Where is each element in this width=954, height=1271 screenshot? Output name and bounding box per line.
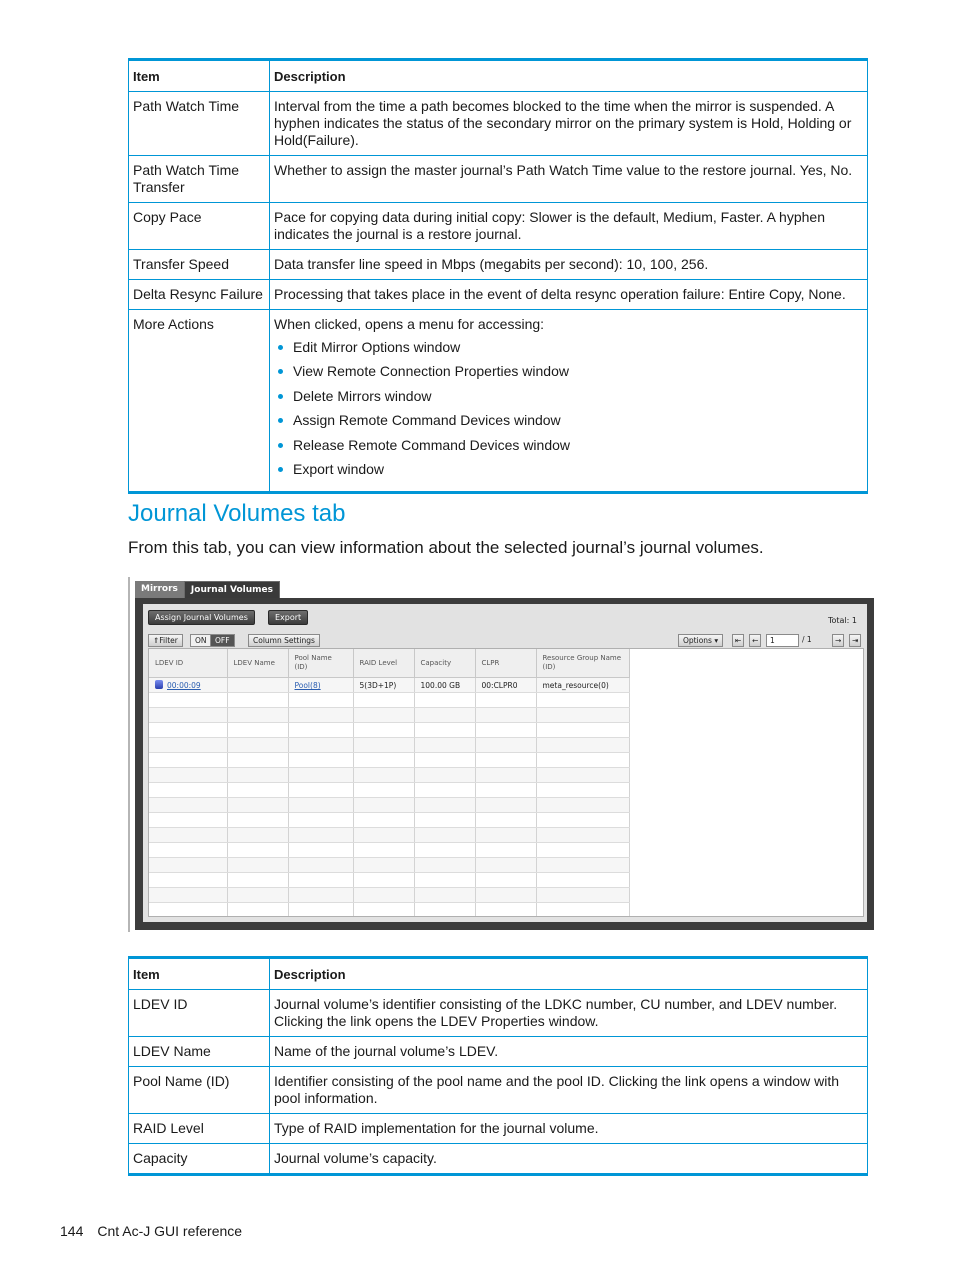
empty-row <box>149 888 629 903</box>
table-row <box>129 250 868 280</box>
footer-title: Cnt Ac-J GUI reference <box>97 1223 243 1239</box>
item-cell: Capacity <box>129 1144 270 1175</box>
empty-row <box>149 858 629 873</box>
tab-bar <box>135 581 280 598</box>
list-item: Delete Mirrors window <box>274 388 863 412</box>
col-ldev-id[interactable]: LDEV ID <box>149 649 227 678</box>
table-row <box>129 92 868 156</box>
first-page-icon[interactable]: ⇤ <box>732 634 744 647</box>
list-item: Release Remote Command Devices window <box>274 437 863 461</box>
total-count: Total: 1 <box>827 616 857 625</box>
table-row <box>129 990 868 1037</box>
column-header-item: Item <box>129 60 270 92</box>
page-number: 144 <box>60 1223 84 1239</box>
clpr-cell: 00:CLPR0 <box>475 678 536 693</box>
last-page-icon[interactable]: ⇥ <box>849 634 861 647</box>
empty-row <box>149 813 629 828</box>
item-cell: Transfer Speed <box>129 250 270 280</box>
grid-header-row <box>149 649 629 678</box>
empty-row <box>149 768 629 783</box>
pool-link[interactable]: Pool(8) <box>294 680 321 690</box>
journal-volumes-panel <box>143 604 867 922</box>
journal-volumes-grid <box>148 648 864 917</box>
col-capacity[interactable]: Capacity <box>414 649 475 678</box>
ldev-id-cell <box>149 678 227 693</box>
description-cell <box>270 310 868 493</box>
empty-row <box>149 693 629 708</box>
table-row <box>129 280 868 310</box>
empty-row <box>149 783 629 798</box>
capacity-cell: 100.00 GB <box>414 678 475 693</box>
page-footer <box>60 1223 242 1239</box>
item-cell: Delta Resync Failure <box>129 280 270 310</box>
table-row <box>129 156 868 203</box>
table-header-row <box>129 60 868 92</box>
empty-row <box>149 708 629 723</box>
description-cell: Type of RAID implementation for the journal volume. <box>270 1114 868 1144</box>
options-dropdown[interactable]: Options ▾ <box>678 634 723 647</box>
mirror-items-table <box>128 58 868 494</box>
page-total: / 1 <box>802 635 812 644</box>
table-row <box>129 1114 868 1144</box>
col-raid-level[interactable]: RAID Level <box>353 649 414 678</box>
description-cell: Name of the journal volume’s LDEV. <box>270 1037 868 1067</box>
journal-volume-items-table <box>128 956 868 1176</box>
empty-row <box>149 903 629 918</box>
table-row <box>129 1037 868 1067</box>
ldev-id-link[interactable]: 00:00:09 <box>167 681 201 690</box>
filter-off-toggle[interactable]: OFF <box>210 634 235 647</box>
col-pool-name[interactable]: Pool Name (ID) <box>288 649 353 678</box>
table-row <box>129 1067 868 1114</box>
item-cell: Copy Pace <box>129 203 270 250</box>
col-resource-group[interactable]: Resource Group Name (ID) <box>536 649 629 678</box>
tab-content-frame <box>135 598 874 930</box>
table-header-row <box>129 958 868 990</box>
col-clpr[interactable]: CLPR <box>475 649 536 678</box>
journal-volumes-screenshot <box>128 577 876 932</box>
description-cell: Journal volume’s identifier consisting of the LDKC number, CU number, and LDEV number. Clicking the link opens the LDEV Properties window. <box>270 990 868 1037</box>
tab-journal-volumes[interactable]: Journal Volumes <box>184 581 280 598</box>
description-cell: Identifier consisting of the pool name and the pool ID. Clicking the link opens a window with pool information. <box>270 1067 868 1114</box>
item-cell: Path Watch Time Transfer <box>129 156 270 203</box>
item-cell: Path Watch Time <box>129 92 270 156</box>
filter-on-toggle[interactable]: ON <box>190 634 212 647</box>
item-cell: More Actions <box>129 310 270 493</box>
tab-mirrors[interactable]: Mirrors <box>135 581 184 598</box>
item-cell: Pool Name (ID) <box>129 1067 270 1114</box>
col-ldev-name[interactable]: LDEV Name <box>227 649 288 678</box>
assign-journal-volumes-button[interactable]: Assign Journal Volumes <box>148 610 255 625</box>
column-header-item: Item <box>129 958 270 990</box>
description-cell: Processing that takes place in the event of delta resync operation failure: Entire Copy, None. <box>270 280 868 310</box>
more-actions-intro: When clicked, opens a menu for accessing: <box>274 316 545 332</box>
list-item: Export window <box>274 461 863 485</box>
export-button[interactable]: Export <box>268 610 308 625</box>
empty-row <box>149 828 629 843</box>
column-header-description: Description <box>270 958 868 990</box>
empty-row <box>149 723 629 738</box>
table-row <box>129 1144 868 1175</box>
ldev-name-cell <box>227 678 288 693</box>
item-cell: RAID Level <box>129 1114 270 1144</box>
filter-toolbar <box>148 633 862 647</box>
empty-row <box>149 873 629 888</box>
item-cell: LDEV Name <box>129 1037 270 1067</box>
column-header-description: Description <box>270 60 868 92</box>
description-cell: Journal volume’s capacity. <box>270 1144 868 1175</box>
next-page-icon[interactable]: → <box>832 634 844 647</box>
item-cell: LDEV ID <box>129 990 270 1037</box>
table-row[interactable] <box>149 678 629 693</box>
description-cell: Data transfer line speed in Mbps (megabits per second): 10, 100, 256. <box>270 250 868 280</box>
empty-row <box>149 738 629 753</box>
description-cell: Whether to assign the master journal’s Path Watch Time value to the restore journal. Yes, No. <box>270 156 868 203</box>
more-actions-list <box>274 339 863 485</box>
prev-page-icon[interactable]: ← <box>749 634 761 647</box>
list-item: Edit Mirror Options window <box>274 339 863 363</box>
pool-name-cell <box>288 678 353 693</box>
empty-row <box>149 753 629 768</box>
column-settings-button[interactable]: Column Settings <box>248 634 320 647</box>
empty-row <box>149 798 629 813</box>
page-number-input[interactable]: 1 <box>766 634 799 647</box>
list-item: View Remote Connection Properties window <box>274 363 863 387</box>
section-intro: From this tab, you can view information about the selected journal’s journal volumes. <box>128 538 764 557</box>
section-heading: Journal Volumes tab <box>128 500 346 527</box>
list-item: Assign Remote Command Devices window <box>274 412 863 436</box>
description-cell: Pace for copying data during initial copy: Slower is the default, Medium, Faster. A hyphen indicates the journal is a restore journal. <box>270 203 868 250</box>
empty-row <box>149 843 629 858</box>
raid-level-cell: 5(3D+1P) <box>353 678 414 693</box>
table-row <box>129 203 868 250</box>
table-row <box>129 310 868 493</box>
volume-icon <box>155 680 163 689</box>
resource-group-cell: meta_resource(0) <box>536 678 629 693</box>
description-cell: Interval from the time a path becomes blocked to the time when the mirror is suspended. A hyphen indicates the status of the secondary mirror on the primary system is Hold, Holding or Hold(Failure). <box>270 92 868 156</box>
filter-button[interactable]: ⇑Filter <box>148 634 183 647</box>
